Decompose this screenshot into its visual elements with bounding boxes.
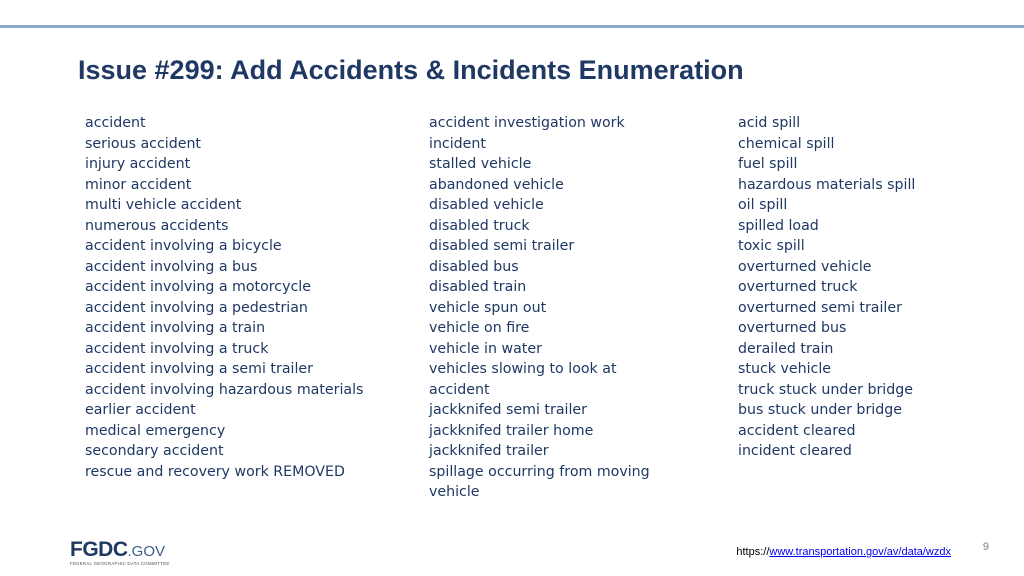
- enumeration-item: jackknifed semi trailer: [429, 402, 587, 418]
- enumeration-item: overturned bus: [738, 320, 847, 336]
- enumeration-item: spillage occurring from moving vehicle: [429, 463, 650, 500]
- enumeration-item: spilled load: [738, 217, 819, 234]
- enumeration-item: accident involving a train: [85, 320, 266, 336]
- enumeration-item: accident investigation work: [429, 115, 625, 131]
- enumeration-item: disabled truck: [429, 217, 530, 234]
- enumeration-item: accident involving a bicycle: [85, 238, 282, 254]
- logo-main-text: FGDC: [70, 538, 128, 561]
- enumeration-item: bus stuck under bridge: [738, 402, 902, 418]
- enumeration-item: incident: [429, 135, 486, 152]
- enumeration-item: acid spill: [738, 115, 801, 131]
- enumeration-column-3: [738, 113, 915, 462]
- enumeration-item: overturned semi trailer: [738, 299, 902, 316]
- enumeration-item: vehicles slowing to look at accident: [429, 361, 617, 398]
- enumeration-item: fuel spill: [738, 156, 798, 172]
- enumeration-item: vehicle spun out: [429, 299, 547, 316]
- enumeration-item: earlier accident: [85, 402, 196, 418]
- enumeration-item: accident involving a semi trailer: [85, 361, 313, 377]
- enumeration-item: accident: [85, 115, 146, 131]
- wzdx-link[interactable]: www.transportation.gov/av/data/wzdx: [769, 546, 951, 558]
- enumeration-item: disabled vehicle: [429, 197, 544, 213]
- enumeration-item: injury accident: [85, 156, 191, 172]
- enumeration-item: abandoned vehicle: [429, 176, 564, 193]
- enumeration-item: disabled semi trailer: [429, 238, 575, 254]
- enumeration-item: toxic spill: [738, 238, 805, 254]
- enumeration-item: derailed train: [738, 340, 834, 357]
- enumeration-item: accident involving a truck: [85, 340, 269, 357]
- enumeration-column-1: [85, 113, 363, 482]
- enumeration-item: accident involving a pedestrian: [85, 299, 308, 316]
- enumeration-item: accident cleared: [738, 422, 856, 439]
- enumeration-item: vehicle on fire: [429, 320, 530, 336]
- enumeration-item: stalled vehicle: [429, 156, 532, 172]
- enumeration-item: truck stuck under bridge: [738, 381, 913, 398]
- enumeration-item: oil spill: [738, 197, 788, 213]
- enumeration-item: overturned vehicle: [738, 258, 872, 275]
- enumeration-item: disabled bus: [429, 258, 519, 275]
- enumeration-item: secondary accident: [85, 443, 224, 459]
- enumeration-item: accident involving hazardous materials: [85, 381, 364, 398]
- footer-url-prefix: https://: [736, 546, 770, 558]
- enumeration-item: hazardous materials spill: [738, 176, 916, 193]
- enumeration-item: accident involving a motorcycle: [85, 279, 311, 295]
- enumeration-item: minor accident: [85, 176, 192, 193]
- enumeration-item: incident cleared: [738, 443, 852, 459]
- enumeration-column-2: [429, 113, 659, 503]
- enumeration-item: disabled train: [429, 279, 527, 295]
- enumeration-item: chemical spill: [738, 135, 835, 152]
- enumeration-item: medical emergency: [85, 422, 226, 439]
- slide-title: Issue #299: Add Accidents & Incidents Enumeration: [78, 55, 744, 85]
- enumeration-item: rescue and recovery work REMOVED: [85, 463, 345, 480]
- enumeration-item: numerous accidents: [85, 217, 229, 234]
- logo-tagline: FEDERAL GEOGRAPHIC DATA COMMITTEE: [70, 561, 170, 566]
- page-number: 9: [982, 541, 989, 553]
- enumeration-item: stuck vehicle: [738, 361, 832, 377]
- fgdc-logo: [70, 538, 170, 566]
- enumeration-item: overturned truck: [738, 279, 858, 295]
- footer-url: [736, 546, 951, 558]
- logo-suffix-text: .GOV: [127, 543, 166, 560]
- enumeration-item: vehicle in water: [429, 340, 542, 357]
- enumeration-item: accident involving a bus: [85, 258, 258, 275]
- top-divider: [0, 25, 1024, 28]
- enumeration-item: multi vehicle accident: [85, 197, 242, 213]
- enumeration-item: serious accident: [85, 135, 201, 152]
- enumeration-item: jackknifed trailer: [429, 443, 549, 459]
- enumeration-item: jackknifed trailer home: [429, 422, 594, 439]
